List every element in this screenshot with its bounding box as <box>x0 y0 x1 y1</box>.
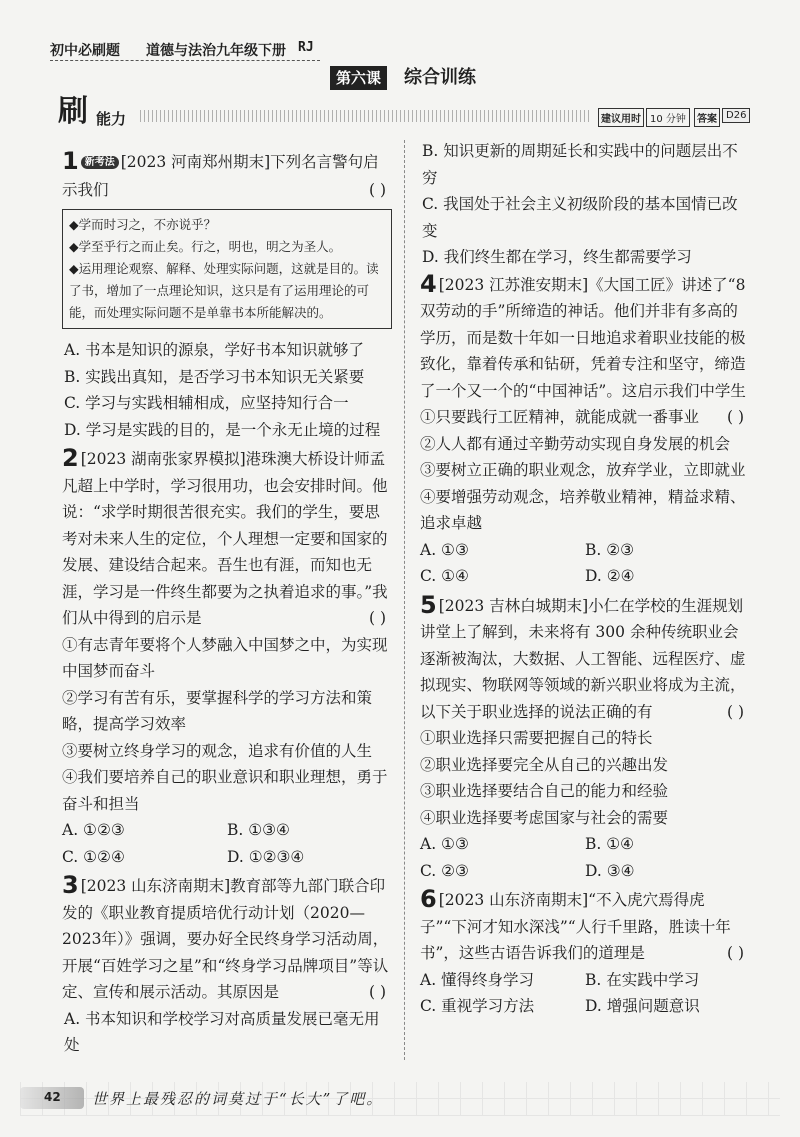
statement-item: ②人人都有通过辛勤劳动实现自身发展的机会 <box>420 434 731 453</box>
options-row <box>62 844 392 871</box>
option-b[interactable]: B. 在实践中学习 <box>585 970 700 989</box>
option-c[interactable]: C. ②③ <box>420 861 469 880</box>
answer-bracket: ( ) <box>368 180 386 199</box>
option-c[interactable]: C. 我国处于社会主义初级阶段的基本国情已改变 <box>422 195 738 240</box>
answer-label: 答案 <box>694 108 720 127</box>
book-subject: 道德与法治九年级下册 <box>146 43 286 59</box>
options-row <box>420 563 750 590</box>
option-a[interactable]: A. 书本是知识的源泉，学好书本知识就够了 <box>64 341 365 359</box>
question-3 <box>62 872 392 1059</box>
option-a[interactable]: A. 书本知识和学校学习对高质量发展已毫无用处 <box>64 1009 380 1054</box>
answer-bracket: ( ) <box>726 408 744 426</box>
question-source: [2023 山东济南期末] <box>438 891 589 909</box>
section-subtitle: 能力 <box>96 110 127 128</box>
suggested-time-value: 10 分钟 <box>646 108 690 127</box>
section-dot-bar <box>140 110 590 122</box>
option-b[interactable]: B. ①③④ <box>227 821 290 839</box>
statement-item: ③职业选择要结合自己的能力和经验 <box>420 782 669 800</box>
question-1 <box>62 148 392 443</box>
question-number: 4 <box>420 269 437 298</box>
page-number: 42 <box>44 1090 61 1104</box>
suggested-time-label: 建议用时 <box>598 108 644 127</box>
option-a[interactable]: A. ①③ <box>420 835 469 853</box>
statement-item: ①职业选择只需要把握自己的特长 <box>420 729 653 747</box>
header-rule <box>50 60 320 61</box>
new-method-tag: 新考法 <box>81 156 119 169</box>
option-b[interactable]: B. 知识更新的周期延长和实践中的问题层出不穷 <box>422 142 738 187</box>
right-column <box>420 138 750 1022</box>
quote-line: ◆学至乎行之而止矣。行之，明也，明之为圣人。 <box>69 239 342 254</box>
option-d[interactable]: D. ②④ <box>585 567 635 585</box>
question-number: 6 <box>420 885 437 913</box>
question-stem: 港珠澳大桥设计师孟凡超上中学时，学习很用功，也会安排时间。他说：“求学时期很苦很充实。我们的学生，要思考对未来人生的定位，个人理想一定要和国家的发展、建设结合起来。吾生也有涯，而知也无涯，学习是一件终生都要为之执着追求的事。”我们从中得到的启示是 <box>62 450 388 627</box>
question-2 <box>62 445 392 870</box>
statement-item: ②学习有苦有乐，要掌握科学的学习方法和策略，提高学习效率 <box>62 688 373 733</box>
option-d[interactable]: D. 增强问题意识 <box>585 997 700 1015</box>
statement-item: ④职业选择要考虑国家与社会的需要 <box>420 808 669 827</box>
question-stem: 小仁在学校的生涯规划讲堂上了解到，未来将有 300 余种传统职业会逐渐被淘汰，大数据、人工智能、远程医疗、虚拟现实、物联网等领域的新兴职业将成为主流，以下关于职业选择的说法正确的有 <box>420 596 746 721</box>
question-number: 2 <box>62 444 79 472</box>
option-d[interactable]: D. ③④ <box>585 861 635 880</box>
option-d[interactable]: D. 学习是实践的目的，是一个永无止境的过程 <box>64 420 381 439</box>
statement-item: ①只要践行工匠精神，就能成就一番事业 <box>420 408 700 426</box>
section-brand: 刷 <box>58 94 88 129</box>
question-stem: “不入虎穴焉得虎子”“下河才知水深浅”“人行千里路，胜读十年书”，这些古语告诉我们的道理是 <box>420 891 731 962</box>
statement-item: ③要树立正确的职业观念，放弃学业，立即就业 <box>420 461 746 479</box>
options-row <box>62 817 392 844</box>
quote-line: ◆学而时习之，不亦说乎？ <box>69 217 217 232</box>
answer-bracket: ( ) <box>726 702 744 721</box>
book-edition: RJ <box>298 40 314 55</box>
answer-bracket: ( ) <box>368 983 386 1001</box>
question-source: [2023 河南郑州期末] <box>120 153 271 171</box>
statement-item: ②职业选择要完全从自己的兴趣出发 <box>420 755 669 774</box>
book-series: 初中必刷题 <box>50 43 120 59</box>
statement-item: ①有志青年要将个人梦融入中国梦之中，为实现中国梦而奋斗 <box>62 635 388 680</box>
question-4 <box>420 271 750 590</box>
question-source: [2023 山东济南期末] <box>80 877 231 895</box>
statement-item: ④我们要培养自己的职业意识和职业理想，勇于奋斗和担当 <box>62 768 388 813</box>
left-column <box>62 148 392 1061</box>
question-source: [2023 江苏淮安期末] <box>438 275 589 294</box>
option-b[interactable]: B. ①④ <box>585 835 635 853</box>
question-number: 1 <box>62 147 79 175</box>
option-d[interactable]: D. ①②③④ <box>227 847 305 866</box>
option-b[interactable]: B. ②③ <box>585 540 635 559</box>
quote-line: ◆运用理论观察、解释、处理实际问题，这就是目的。读了书，增加了一点理论知识，这只是有了运用理论的可能，而处理实际问题不是单靠书本所能解决的。 <box>69 261 379 320</box>
statement-item: ④要增强劳动观念，培养敬业精神，精益求精、追求卓越 <box>420 487 746 532</box>
options-row <box>420 967 750 994</box>
options-row <box>420 858 750 885</box>
quote-box <box>62 209 392 329</box>
question-stem: 下列名言警句启 <box>270 153 379 171</box>
option-b[interactable]: B. 实践出真知，是否学习书本知识无关紧要 <box>64 367 365 386</box>
option-c[interactable]: C. ①②④ <box>62 847 125 866</box>
option-c[interactable]: C. ①④ <box>420 567 469 585</box>
question-source: [2023 吉林白城期末] <box>438 596 589 615</box>
option-d[interactable]: D. 我们终生都在学习，终生都需要学习 <box>422 248 692 266</box>
question-5 <box>420 592 750 885</box>
lesson-label: 第六课 <box>330 66 387 90</box>
question-number: 3 <box>62 871 79 899</box>
answer-page: D26 <box>722 108 750 123</box>
option-a[interactable]: A. 懂得终身学习 <box>420 970 535 989</box>
footer-quote: 世界上最残忍的词莫过于“长大”了吧。 <box>92 1090 384 1108</box>
option-a[interactable]: A. ①③ <box>420 540 469 559</box>
options-row <box>420 831 750 858</box>
question-6 <box>420 886 750 1020</box>
question-stem: 示我们 <box>62 180 109 199</box>
lesson-title: 综合训练 <box>404 67 476 88</box>
question-number: 5 <box>420 590 437 619</box>
statement-item: ③要树立终身学习的观念，追求有价值的人生 <box>62 741 373 760</box>
option-c[interactable]: C. 重视学习方法 <box>420 997 535 1015</box>
options-row <box>420 993 750 1020</box>
question-stem: 《大国工匠》讲述了“8 双劳动的手”所缔造的神话。他们并非有多高的学历，而是数十年如一日地追求着职业技能的极致化，靠着传承和钻研，凭着专注和坚守，缔造了一个又一个的“中国神话”。这启示我们中学生 <box>420 275 746 400</box>
answer-bracket: ( ) <box>368 609 386 627</box>
options-row <box>420 537 750 564</box>
option-a[interactable]: A. ①②③ <box>62 821 125 839</box>
question-source: [2023 湖南张家界模拟] <box>80 450 246 468</box>
question-stem: 教育部等九部门联合印发的《职业教育提质培优行动计划（2020—2023年）》强调，要办好全民终身学习活动周，开展“百姓学习之星”和“终身学习品牌项目”等认定、宣传和展示活动。其原因是 <box>62 877 389 1001</box>
option-c[interactable]: C. 学习与实践相辅相成，应坚持知行合一 <box>64 394 349 412</box>
column-divider <box>404 140 405 1060</box>
answer-bracket: ( ) <box>726 944 744 962</box>
